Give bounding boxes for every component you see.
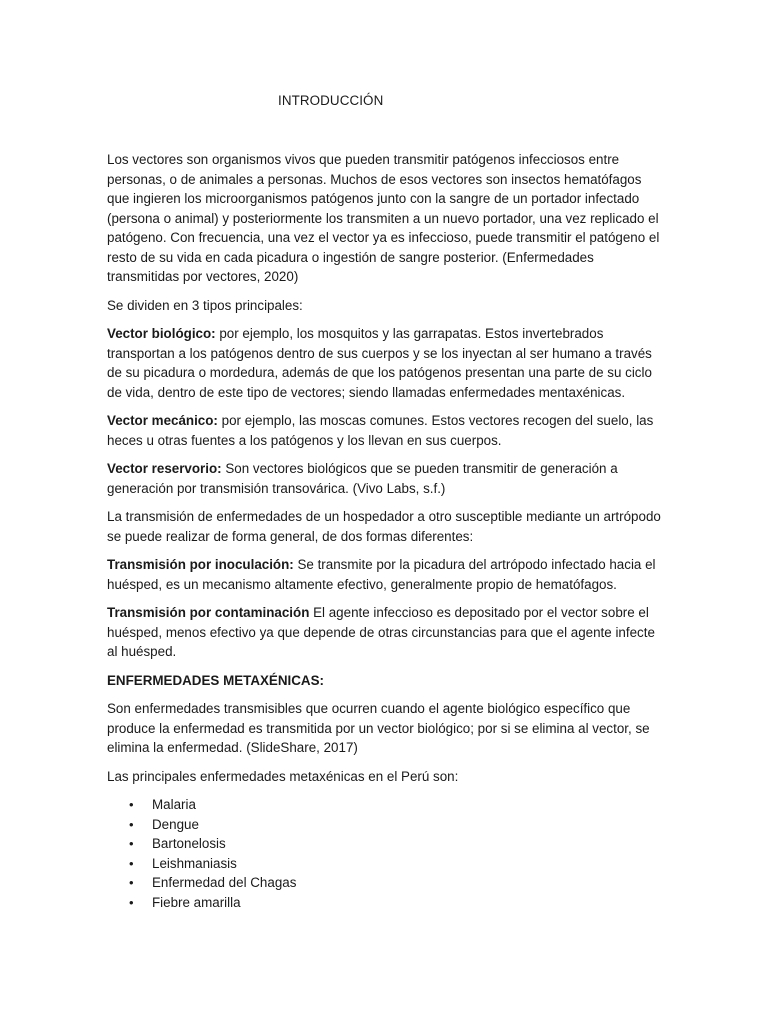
paragraph-vector-mecanico (107, 411, 662, 450)
bullet-icon: • (129, 836, 134, 851)
paragraph-transmision-inoculacion (107, 555, 662, 594)
paragraph-vector-biologico (107, 324, 662, 402)
bullet-icon: • (129, 797, 134, 812)
disease-name: Leishmaniasis (152, 855, 237, 871)
bullet-icon: • (129, 875, 134, 890)
text-vector-mecanico: por ejemplo, las moscas comunes. Estos vectores recogen del suelo, las heces u otras fuentes a los patógenos y los llevan en sus cuerpos. (107, 413, 654, 448)
disease-name: Bartonelosis (152, 836, 226, 851)
term-transmision-inoculacion: Transmisión por inoculación: (107, 557, 294, 572)
term-transmision-contaminacion: Transmisión por contaminación (107, 605, 310, 620)
text-transmision-inoculacion: Se transmite por la picadura del artrópodo infectado hacia el huésped, es un mecanismo altamente efectivo, generalmente propio de hematófagos. (107, 557, 656, 592)
disease-name: Enfermedad del Chagas (152, 875, 297, 890)
document-title: INTRODUCCIÓN (278, 93, 384, 108)
list-item (107, 873, 662, 893)
text-vector-biologico: por ejemplo, los mosquitos y las garrapatas. Estos invertebrados transportan a los patógenos dentro de sus cuerpos y se los inyectan al ser humano a través de su picadura o mordedura, además de que los patógenos presentan una parte de su ciclo de vida, dentro de este tipo de vectores; siendo llamadas enfermedades mentaxénicas. (107, 326, 652, 400)
term-vector-reservorio: Vector reservorio: (107, 461, 222, 476)
paragraph-metaxenicas-definition: Son enfermedades transmisibles que ocurren cuando el agente biológico específico que produce la enfermedad es transmitida por un vector biológico; por si se elimina al vector, se elimina la enfermedad. (SlideShare, 2017) (107, 701, 650, 755)
paragraph-intro: Los vectores son organismos vivos que pueden transmitir patógenos infecciosos entre personas, o de animales a personas. Muchos de esos vectores son insectos hematófagos que ingieren los microorganismos patógenos junto con la sangre de un portador infectado (persona o animal) y posteriormente los transmiten a un nuevo portador, una vez replicado el patógeno. Con frecuencia, una vez el vector ya es infeccioso, puede transmitir el patógeno el resto de su vida en cada picadura o ingestión de sangre posterior. (Enfermedades transmitidas por vectores, 2020) (107, 152, 660, 284)
disease-name: Fiebre amarilla (152, 894, 241, 910)
disease-name: Malaria (152, 797, 196, 812)
paragraph-transmision-intro: La transmisión de enfermedades de un hospedador a otro susceptible mediante un artrópodo se puede realizar de forma general, de dos formas diferentes: (107, 509, 661, 544)
list-item (107, 854, 662, 874)
paragraph-transmision-contaminacion (107, 603, 662, 662)
section-heading-metaxenicas: ENFERMEDADES METAXÉNICAS: (107, 672, 324, 688)
list-item (107, 834, 662, 854)
paragraph-vector-reservorio (107, 459, 662, 498)
paragraph-peru-intro: Las principales enfermedades metaxénicas en el Perú son: (107, 768, 459, 784)
text-vector-reservorio: Son vectores biológicos que se pueden transmitir de generación a generación por transmisión transovárica. (Vivo Labs, s.f.) (107, 461, 618, 496)
disease-list (107, 795, 662, 912)
list-item (107, 893, 662, 913)
document-body (107, 150, 662, 912)
list-item (107, 815, 662, 835)
list-item (107, 795, 662, 815)
disease-name: Dengue (152, 816, 199, 832)
bullet-icon: • (129, 894, 134, 910)
term-vector-biologico: Vector biológico: (107, 326, 216, 341)
text-transmision-contaminacion: El agente infeccioso es depositado por el vector sobre el huésped, menos efectivo ya que depende de otras circunstancias para que el agente infecte al huésped. (107, 605, 655, 659)
term-vector-mecanico: Vector mecánico: (107, 413, 218, 428)
paragraph-types-intro: Se dividen en 3 tipos principales: (107, 297, 303, 313)
bullet-icon: • (129, 816, 134, 832)
bullet-icon: • (129, 855, 134, 871)
